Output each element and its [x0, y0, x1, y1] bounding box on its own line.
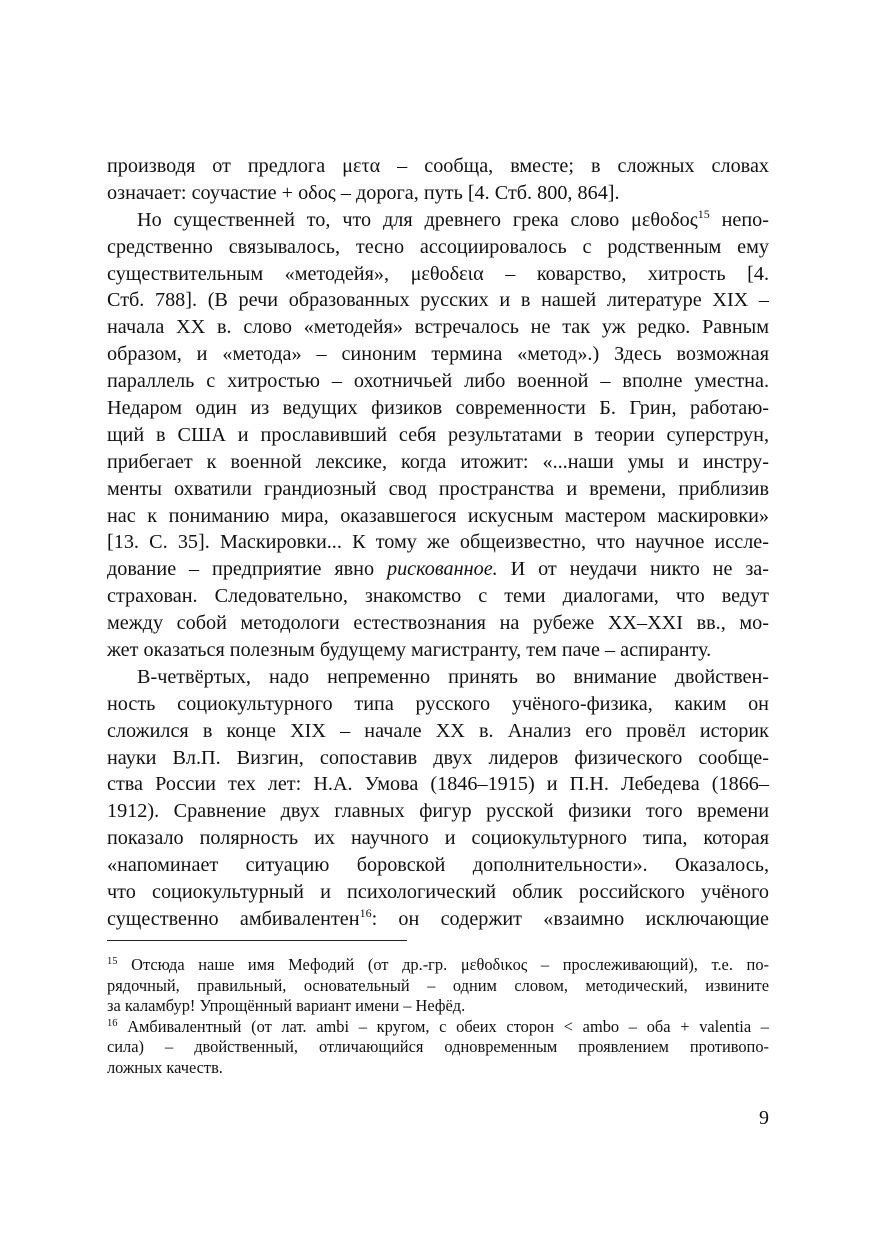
- text-line: сложился в конце XIX – начале XX в. Анализ его провёл историк: [107, 719, 769, 742]
- text-line: [13. С. 35]. Маскировки... К тому же общеизвестно, что научное иссле-: [107, 531, 769, 554]
- footnote-marker: 15: [107, 956, 118, 967]
- text-line: существенно амбивалентен$^{16}$: он содержит «взаимно исключающие: [107, 905, 769, 930]
- text-line: ства России тех лет: Н.А. Умова (1846–1915) и П.Н. Лебедева (1866–: [107, 773, 769, 796]
- text-line: Стб. 788]. (В речи образованных русских и в нашей литературе XIX –: [107, 289, 769, 312]
- text-line: ность социокультурного типа русского учёного-физика, каким он: [107, 692, 769, 715]
- text-line: показало полярность их научного и социокультурного типа, которая: [107, 827, 769, 850]
- footnote-separator: [107, 940, 407, 941]
- footnote-line: $^{15}$ Отсюда наше имя Мефодий (от др.-гр. μεθοδικος – прослеживающий), т.е. по-: [107, 955, 769, 974]
- main-text: [107, 153, 769, 933]
- text-line: производя от предлога μετα – сообща, вместе; в сложных словах: [107, 155, 769, 177]
- paragraph: [107, 207, 769, 664]
- text-line: щий в США и прославивший себя результатами в теории суперструн,: [107, 423, 769, 446]
- footnote-line: ложных качеств.: [107, 1057, 223, 1077]
- footnote-line: сила) – двойственный, отличающийся одновременным проявлением противопо-: [107, 1037, 769, 1057]
- footnote-line: $^{16}$ Амбивалентный (от лат. ambi – кругом, с обеих сторон < ambo – оба + valentia –: [107, 1016, 769, 1036]
- text-line: прибегает к военной лексике, когда итожит: «...наши умы и инстру-: [107, 450, 769, 473]
- text-line: жет оказаться полезным будущему магистранту, тем паче – аспиранту.: [107, 639, 712, 662]
- paragraph: [107, 664, 769, 933]
- text-line: В-четвёртых, надо непременно принять во внимание двойствен-: [137, 665, 769, 688]
- text-line: «напоминает ситуацию боровской дополнительности». Оказалось,: [107, 854, 769, 877]
- text-line: начала XX в. слово «методейя» встречалось не так уж редко. Равным: [107, 316, 769, 339]
- text-line: менты охватили грандиозный свод пространства и времени, приблизив: [107, 477, 769, 500]
- text-line: страхован. Следовательно, знакомство с теми диалогами, что ведут: [107, 585, 769, 608]
- text-line: что социокультурный и психологический облик российского учёного: [107, 881, 769, 904]
- footnote-reference: 15: [697, 206, 710, 221]
- text-line: Недаром один из ведущих физиков современности Б. Грин, работаю-: [107, 397, 769, 420]
- footnote-15: [107, 955, 769, 1017]
- paragraph: [107, 153, 769, 207]
- footnotes: [107, 955, 769, 1079]
- italic-emphasis: рискованное.: [386, 558, 498, 581]
- text-line: Но существенней то, что для древнего грека слово μεθοδος$^{15}$ непо-: [137, 206, 769, 231]
- text-line: параллель с хитростью – охотничьей либо военной – вполне уместна.: [107, 370, 769, 393]
- text-line: означает: соучастие + οδος – дорога, путь [4. Стб. 800, 864].: [107, 181, 620, 204]
- footnote-reference: 16: [359, 905, 372, 920]
- text-line: средственно связывалось, тесно ассоциировалось с родственным ему: [107, 235, 769, 258]
- footnote-line: за каламбур! Упрощённый вариант имени – Нефёд.: [107, 996, 466, 1016]
- text-line: образом, и «метода» – синоним термина «метод».) Здесь возможная: [107, 343, 769, 366]
- footnote-marker: 16: [107, 1017, 118, 1029]
- text-line: между собой методологи естествознания на рубеже XX–XXI вв., мо-: [107, 612, 769, 635]
- text-line: дование – предприятие явно рискованное. И от неудачи никто не за-: [107, 558, 769, 581]
- text-line: нас к пониманию мира, оказавшегося искусным мастером маскировки»: [107, 504, 769, 527]
- text-line: 1912). Сравнение двух главных фигур русской физики того времени: [107, 800, 769, 823]
- footnote-line: рядочный, правильный, основательный – одним словом, методический, извините: [107, 975, 769, 995]
- page-number: 9: [759, 1107, 769, 1129]
- text-line: существительным «методейя», μεθοδεια – коварство, хитрость [4.: [107, 262, 769, 285]
- footnote-16: [107, 1017, 769, 1079]
- text-line: науки Вл.П. Визгин, сопоставив двух лидеров физического сообще-: [107, 746, 769, 769]
